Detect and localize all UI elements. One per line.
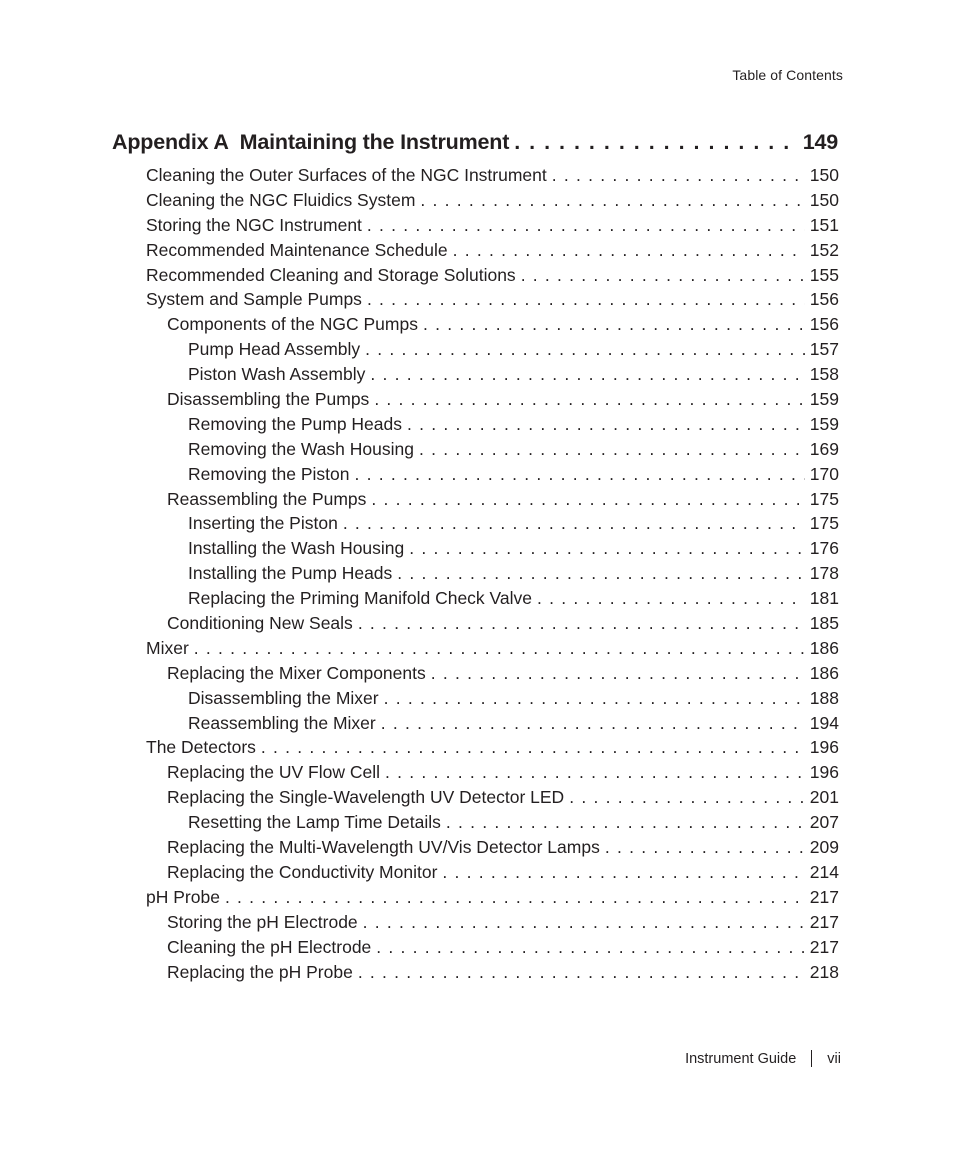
footer-separator	[811, 1050, 812, 1067]
toc-entry[interactable]	[0, 462, 954, 487]
chapter-label: Appendix A	[112, 130, 229, 154]
toc-entry-title: Resetting the Lamp Time Details	[188, 812, 441, 833]
dot-leader	[420, 188, 804, 213]
toc-entry-page-number: 186	[809, 637, 839, 658]
toc-entry-title: Recommended Cleaning and Storage Solutions	[146, 264, 516, 285]
dot-leader	[453, 238, 805, 263]
toc-entry[interactable]	[0, 362, 954, 387]
toc-entry[interactable]	[0, 636, 954, 661]
toc-entry[interactable]	[0, 412, 954, 437]
dot-leader	[569, 785, 805, 810]
toc-entry[interactable]	[0, 860, 954, 885]
toc-entry-title: Installing the Pump Heads	[188, 563, 393, 584]
toc-entry-page-number: 169	[809, 438, 839, 459]
toc-entry-title: Replacing the Mixer Components	[167, 662, 426, 683]
toc-entry-page-number: 217	[809, 886, 839, 907]
toc-entry-title: Disassembling the Pumps	[167, 389, 370, 410]
toc-entry-page-number: 170	[809, 463, 839, 484]
dot-leader	[521, 263, 805, 288]
dot-leader	[225, 885, 805, 910]
toc-entry-page-number: 157	[809, 339, 839, 360]
toc-entry[interactable]	[0, 536, 954, 561]
toc-entry[interactable]	[0, 885, 954, 910]
toc-entry-page-number: 218	[809, 961, 839, 982]
toc-entry-page-number: 214	[809, 861, 839, 882]
chapter-heading[interactable]	[112, 130, 838, 155]
chapter-page-number: 149	[802, 130, 838, 154]
toc-entry-title: Disassembling the Mixer	[188, 687, 379, 708]
dot-leader	[358, 960, 805, 985]
running-head: Table of Contents	[732, 67, 843, 83]
toc-entry-title: Replacing the pH Probe	[167, 961, 353, 982]
toc-entry-title: Pump Head Assembly	[188, 339, 361, 360]
toc-entry[interactable]	[0, 337, 954, 362]
dot-leader	[343, 511, 805, 536]
toc-entry[interactable]	[0, 835, 954, 860]
toc-entry[interactable]	[0, 213, 954, 238]
toc-entry-title: Storing the pH Electrode	[167, 911, 358, 932]
toc-entry-page-number: 155	[809, 264, 839, 285]
dot-leader	[194, 636, 805, 661]
toc-entry-page-number: 158	[809, 364, 839, 385]
toc-entry[interactable]	[0, 735, 954, 760]
toc-entry-page-number: 196	[809, 737, 839, 758]
toc-entry-title: Replacing the Priming Manifold Check Valve	[188, 588, 533, 609]
toc-entry[interactable]	[0, 686, 954, 711]
toc-entry-page-number: 156	[809, 289, 839, 310]
footer-page-number: vii	[827, 1050, 841, 1067]
dot-leader	[363, 910, 805, 935]
toc-entry-page-number: 185	[809, 613, 839, 634]
dot-leader	[370, 362, 804, 387]
page-footer	[685, 1050, 841, 1067]
toc-entry[interactable]	[0, 935, 954, 960]
dot-leader	[376, 935, 805, 960]
toc-entry[interactable]	[0, 661, 954, 686]
dot-leader	[442, 860, 804, 885]
toc-entry[interactable]	[0, 263, 954, 288]
toc-entry[interactable]	[0, 785, 954, 810]
toc-entry-page-number: 150	[809, 165, 839, 185]
toc-entry-title: Reassembling the Pumps	[167, 488, 367, 509]
toc-entry-title: Replacing the Conductivity Monitor	[167, 861, 438, 882]
toc-entry[interactable]	[0, 312, 954, 337]
toc-list	[0, 163, 954, 984]
toc-entry[interactable]	[0, 810, 954, 835]
toc-entry[interactable]	[0, 188, 954, 213]
toc-entry-page-number: 186	[809, 662, 839, 683]
dot-leader	[446, 810, 805, 835]
toc-entry[interactable]	[0, 760, 954, 785]
toc-entry[interactable]	[0, 586, 954, 611]
toc-entry-page-number: 151	[809, 214, 839, 235]
toc-entry-title: Conditioning New Seals	[167, 613, 353, 634]
toc-entry-page-number: 217	[809, 936, 839, 957]
toc-entry-page-number: 217	[809, 911, 839, 932]
toc-entry-page-number: 159	[809, 413, 839, 434]
toc-entry-title: Piston Wash Assembly	[188, 364, 366, 385]
toc-entry[interactable]	[0, 711, 954, 736]
toc-entry[interactable]	[0, 511, 954, 536]
dot-leader	[605, 835, 805, 860]
toc-entry-title: Cleaning the pH Electrode	[167, 936, 372, 957]
dot-leader	[261, 735, 805, 760]
toc-entry-title: The Detectors	[146, 737, 256, 758]
toc-entry-title: Replacing the Multi-Wavelength UV/Vis Detector Lamps	[167, 837, 600, 858]
toc-entry-title: Removing the Wash Housing	[188, 438, 414, 459]
dot-leader	[552, 163, 805, 188]
dot-leader	[381, 711, 805, 736]
toc-entry[interactable]	[0, 487, 954, 512]
toc-entry-page-number: 175	[809, 488, 839, 509]
dot-leader	[374, 387, 804, 412]
dot-leader	[385, 760, 805, 785]
dot-leader	[358, 611, 805, 636]
dot-leader	[367, 213, 805, 238]
dot-leader	[431, 661, 805, 686]
toc-entry-title: Recommended Maintenance Schedule	[146, 239, 448, 260]
toc-entry[interactable]	[0, 287, 954, 312]
toc-entry[interactable]	[0, 238, 954, 263]
toc-entry[interactable]	[0, 611, 954, 636]
toc-entry[interactable]	[0, 960, 954, 985]
toc-entry-page-number: 194	[809, 712, 839, 733]
dot-leader	[367, 287, 805, 312]
toc-entry-title: pH Probe	[146, 886, 220, 907]
toc-entry-page-number: 176	[809, 538, 839, 559]
toc-entry-page-number: 188	[809, 687, 839, 708]
dot-leader	[537, 586, 805, 611]
toc-entry-title: Inserting the Piston	[188, 513, 338, 534]
toc-entry[interactable]	[0, 387, 954, 412]
toc-entry[interactable]	[0, 910, 954, 935]
toc-entry-page-number: 178	[809, 563, 839, 584]
toc-entry-title: Removing the Pump Heads	[188, 413, 402, 434]
toc-entry-page-number: 209	[809, 837, 839, 858]
dot-leader	[409, 536, 805, 561]
chapter-title: Maintaining the Instrument	[239, 130, 510, 154]
toc-entry-page-number: 207	[809, 812, 839, 833]
toc-entry-page-number: 150	[809, 189, 839, 210]
toc-entry-title: Cleaning the NGC Fluidics System	[146, 189, 416, 210]
toc-entry[interactable]	[0, 437, 954, 462]
dot-leader	[407, 412, 805, 437]
toc-entry-title: System and Sample Pumps	[146, 289, 362, 310]
toc-entry-page-number: 156	[809, 314, 839, 335]
toc-entry-title: Replacing the Single-Wavelength UV Detector LED	[167, 787, 565, 808]
dot-leader	[354, 462, 804, 487]
toc-entry[interactable]	[0, 163, 954, 188]
toc-entry-title: Reassembling the Mixer	[188, 712, 376, 733]
dot-leader	[514, 130, 798, 155]
toc-entry-title: Installing the Wash Housing	[188, 538, 405, 559]
toc-entry-title: Removing the Piston	[188, 463, 350, 484]
toc-entry-title: Mixer	[146, 637, 189, 658]
dot-leader	[365, 337, 805, 362]
dot-leader	[384, 686, 805, 711]
toc-entry-title: Replacing the UV Flow Cell	[167, 762, 381, 783]
footer-guide-title: Instrument Guide	[685, 1050, 797, 1067]
toc-entry-page-number: 159	[809, 389, 839, 410]
dot-leader	[419, 437, 805, 462]
dot-leader	[423, 312, 805, 337]
toc-entry-page-number: 181	[809, 588, 839, 609]
toc-entry[interactable]	[0, 561, 954, 586]
toc-entry-page-number: 152	[809, 239, 839, 260]
dot-leader	[371, 487, 804, 512]
toc-entry-page-number: 175	[809, 513, 839, 534]
dot-leader	[397, 561, 805, 586]
toc-entry-page-number: 196	[809, 762, 839, 783]
toc-entry-title: Components of the NGC Pumps	[167, 314, 418, 335]
toc-entry-title: Cleaning the Outer Surfaces of the NGC Instrument	[146, 165, 547, 185]
toc-entry-page-number: 201	[809, 787, 839, 808]
toc-entry-title: Storing the NGC Instrument	[146, 214, 362, 235]
